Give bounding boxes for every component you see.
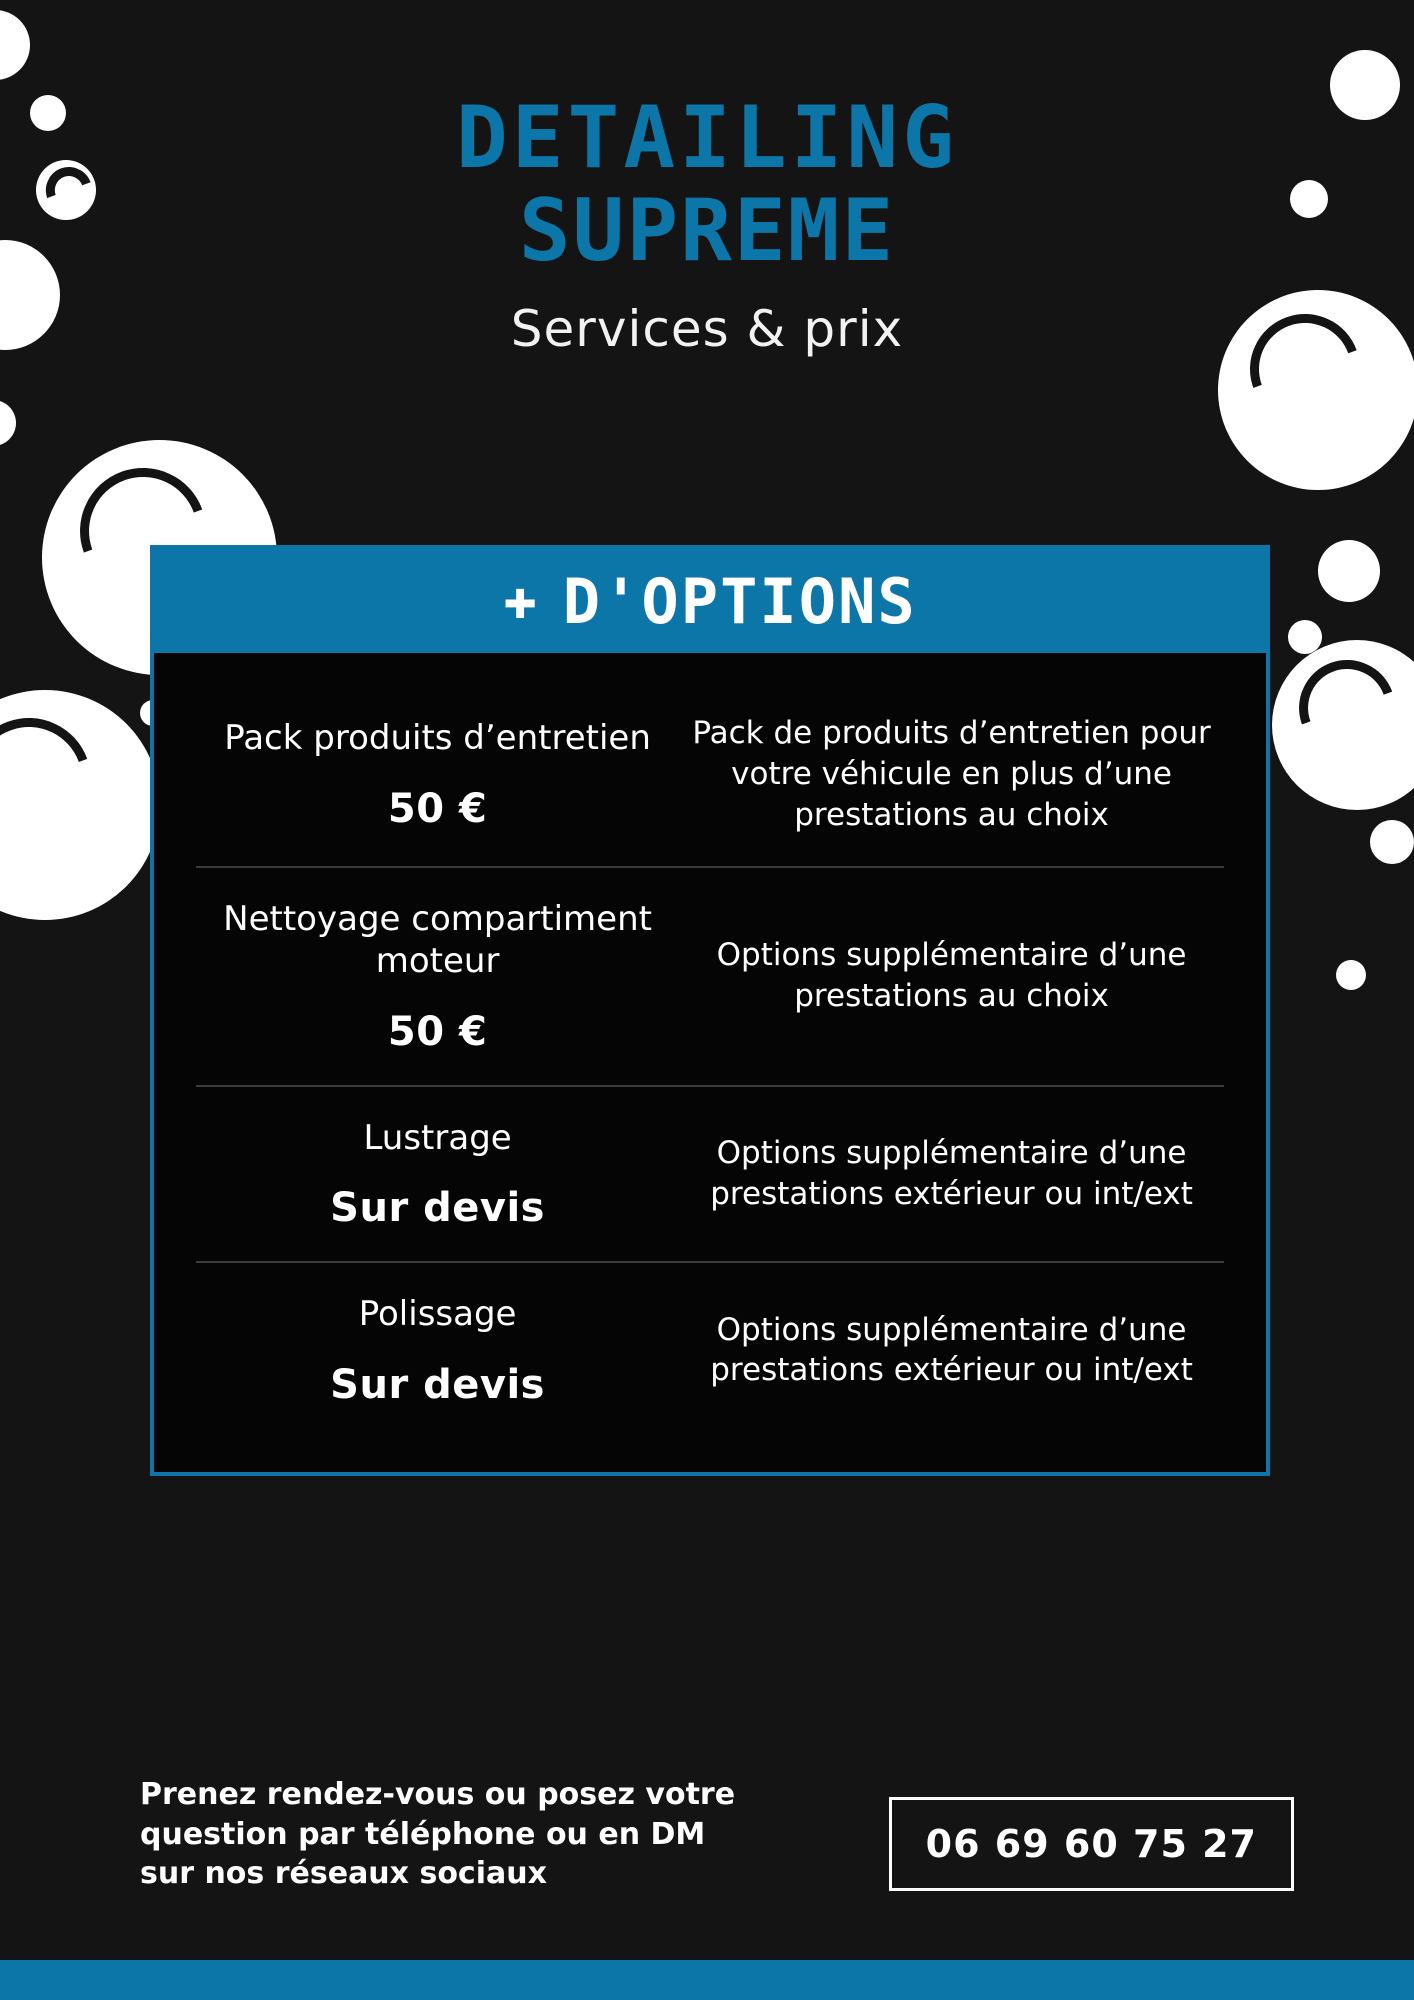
service-price: Sur devis [330,1361,545,1408]
service-cell [196,1117,679,1232]
bubble-icon [0,400,16,446]
service-description: Options supplémentaire d’une prestations extérieur ou int/ext [710,1135,1193,1212]
bubble-icon [1288,620,1322,654]
phone-number[interactable]: 06 69 60 75 27 [889,1797,1294,1891]
service-cell [196,1293,679,1408]
service-price: Sur devis [330,1185,545,1232]
poster-footer [140,1775,1294,1894]
bubble-icon [1318,540,1380,602]
table-row [196,683,1224,866]
poster-subtitle: Services & prix [510,299,904,358]
service-description: Options supplémentaire d’une prestations extérieur ou int/ext [710,1311,1193,1389]
table-row [196,866,1224,1085]
options-card-header [154,549,1266,653]
service-name: Lustrage [363,1117,512,1158]
brand-title-line-2: SUPREME [518,180,896,281]
contact-instructions: Prenez rendez-vous ou posez votre question par téléphone ou en DM sur nos réseaux sociaux [140,1777,736,1892]
bubble-icon [1370,820,1414,864]
brand-title-line-1: DETAILING [456,88,958,188]
plus-icon: ✚ [503,582,537,628]
poster-header [0,88,1414,358]
table-row [196,1261,1224,1438]
service-name: Polissage [358,1294,517,1335]
service-price: 50 € [387,1008,488,1055]
table-row [196,1085,1224,1262]
service-description: Options supplémentaire d’une prestations au choix [716,937,1187,1015]
bubble-icon [0,690,160,920]
service-cell [196,717,679,832]
bubble-icon [1336,960,1366,990]
service-cell [196,898,679,1055]
options-card-title: D'OPTIONS [562,564,917,638]
bottom-accent-bar [0,1960,1414,2000]
bubble-icon [0,10,30,80]
options-card-body [154,653,1266,1472]
bubble-icon [1272,640,1414,810]
options-card [150,545,1270,1476]
service-price: 50 € [387,785,488,832]
service-description: Pack de produits d’entretien pour votre véhicule en plus d’une prestations au choix [692,715,1211,833]
service-name: Nettoyage compartiment moteur [223,898,652,982]
service-name: Pack produits d’entretien [224,718,651,759]
